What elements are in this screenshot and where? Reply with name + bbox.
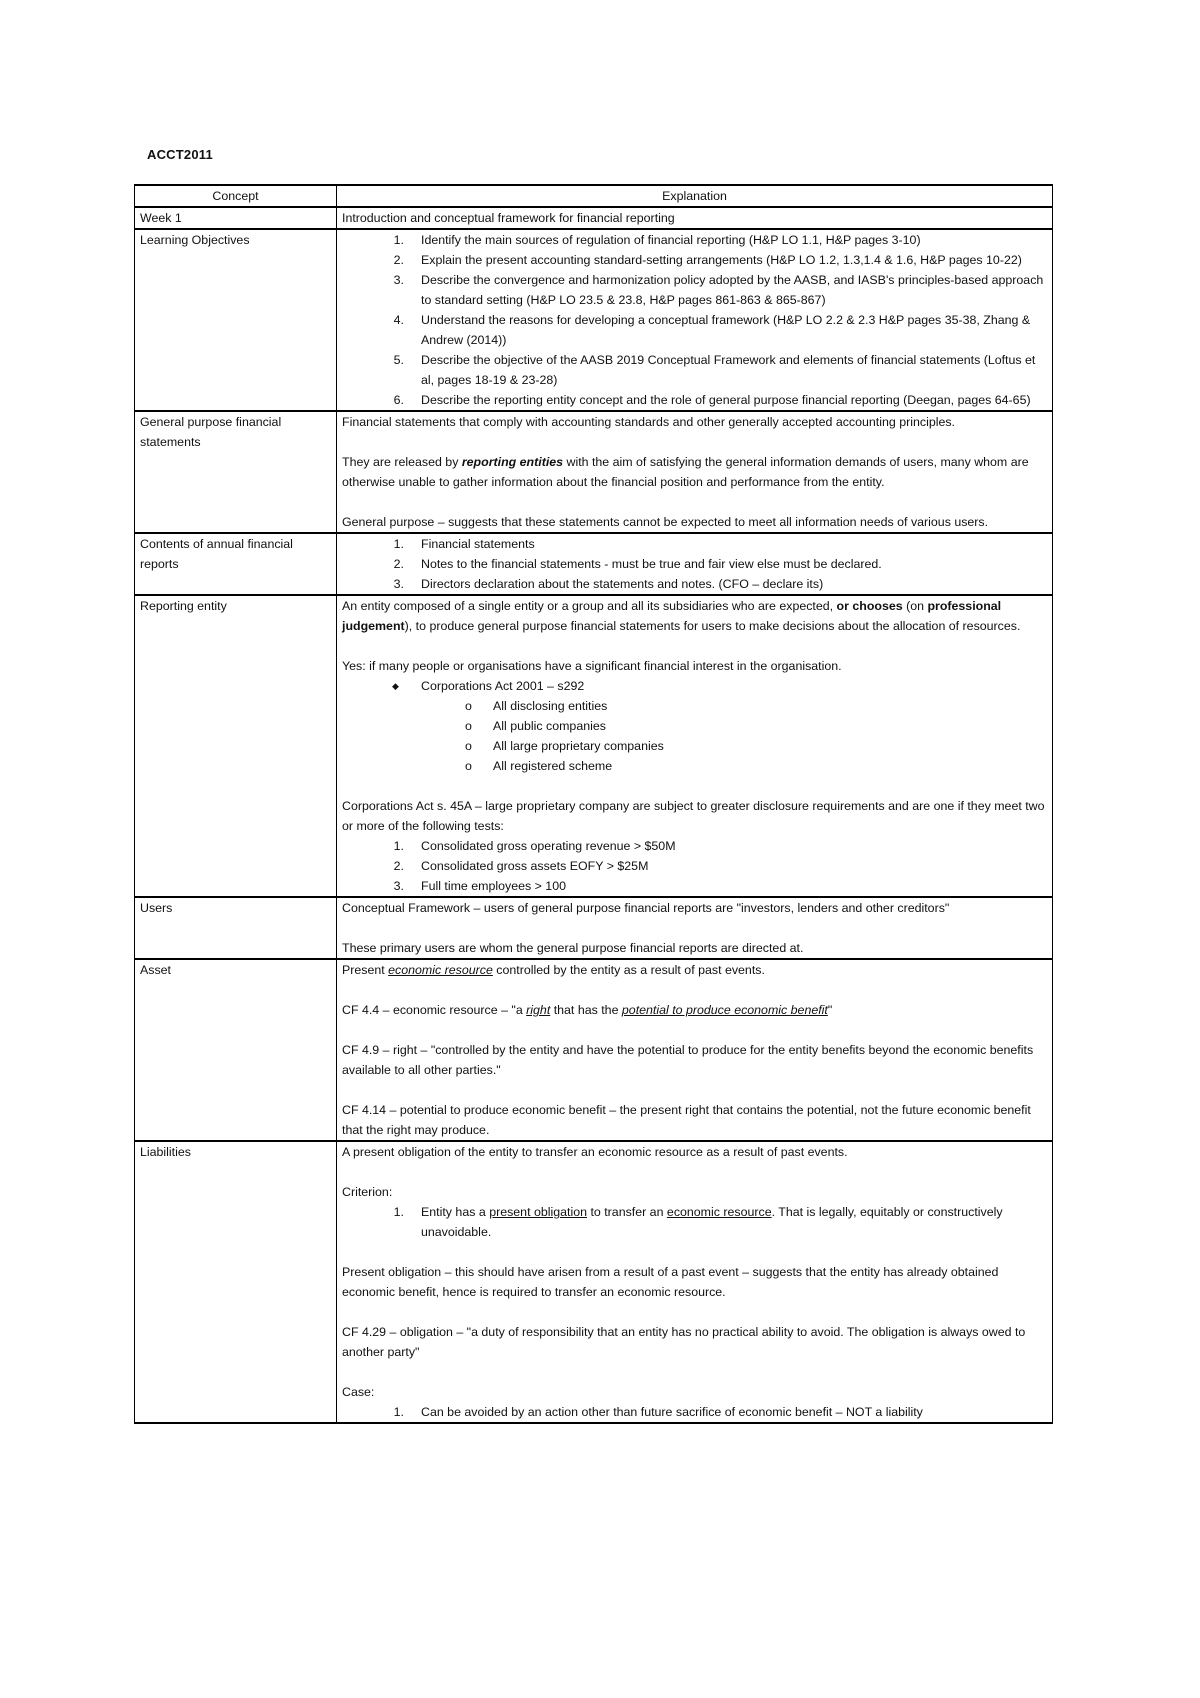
reporting-s45a: Corporations Act s. 45A – large proprietary company are subject to greater disclosure requirements and are one if they meet two or more of the following tests: — [342, 799, 1045, 833]
list-item: 1. Identify the main sources of regulation of financial reporting (H&P LO 1.1, H&P pages 3-10) — [393, 233, 921, 247]
list-item: 5. Describe the objective of the AASB 2019 Conceptual Framework and elements of financial statements (Loftus et al, pages 18-19 & 23-28) — [393, 353, 1036, 387]
gpfs-general-purpose: General purpose – suggests that these statements cannot be expected to meet all information needs of various users. — [342, 515, 989, 529]
list-item: 2. Consolidated gross assets EOFY > $25M — [393, 859, 649, 873]
table-row — [135, 229, 1053, 411]
reporting-sub-bullets — [342, 696, 1047, 776]
explanation-learning-objectives — [337, 229, 1053, 411]
list-item: 3. Directors declaration about the statements and notes. (CFO – declare its) — [393, 577, 824, 591]
asset-cf-4-9: CF 4.9 – right – "controlled by the entity and have the potential to produce for the entity benefits beyond the economic benefits available to all other parties." — [342, 1043, 1034, 1077]
tests-list — [342, 836, 1047, 896]
list-item: 4. Understand the reasons for developing a conceptual framework (H&P LO 2.2 & 2.3 H&P pages 35-38, Zhang & Andrew (2014)) — [393, 313, 1031, 347]
concept-learning-objectives: Learning Objectives — [135, 229, 337, 411]
list-item: 6. Describe the reporting entity concept and the role of general purpose financial reporting (Deegan, pages 64-65) — [393, 393, 1031, 407]
table-row — [135, 411, 1053, 533]
explanation-asset — [337, 959, 1053, 1141]
list-item: 1. Can be avoided by an action other than future sacrifice of economic benefit – NOT a liability — [393, 1405, 923, 1419]
concept-users: Users — [135, 897, 337, 959]
concept-gpfs: General purpose financial statements — [135, 411, 337, 533]
list-item: ◆ Corporations Act 2001 – s292 — [392, 679, 585, 693]
explanation-week: Introduction and conceptual framework for financial reporting — [337, 207, 1053, 229]
table-row — [135, 533, 1053, 595]
asset-definition: Present economic resource controlled by the entity as a result of past events. — [342, 963, 765, 977]
table-row — [135, 959, 1053, 1141]
users-primary: These primary users are whom the general purpose financial reports are directed at. — [342, 941, 804, 955]
page-title: ACCT2011 — [147, 147, 213, 162]
criterion-list — [342, 1202, 1047, 1242]
gpfs-release: They are released by reporting entities with the aim of satisfying the general information demands of users, many whom are otherwise unable to gather information about the financial position and performance from the entity. — [342, 455, 1029, 489]
concept-table — [134, 184, 1053, 1424]
reporting-yes: Yes: if many people or organisations have a significant financial interest in the organisation. — [342, 659, 842, 673]
list-item: 2. Explain the present accounting standard-setting arrangements (H&P LO 1.2, 1.3,1.4 & 1.6, H&P pages 10-22) — [393, 253, 1022, 267]
list-item: 1. Consolidated gross operating revenue > $50M — [393, 839, 676, 853]
list-item: 3. Full time employees > 100 — [393, 879, 566, 893]
concept-reporting-entity: Reporting entity — [135, 595, 337, 897]
concept-week: Week 1 — [135, 207, 337, 229]
users-definition: Conceptual Framework – users of general purpose financial reports are "investors, lenders and other creditors" — [342, 901, 950, 915]
explanation-reporting-entity — [337, 595, 1053, 897]
reporting-bullets — [342, 676, 1047, 696]
list-item: o All disclosing entities — [465, 699, 608, 713]
case-list — [342, 1402, 1047, 1422]
liabilities-present-obligation: Present obligation – this should have arisen from a result of a past event – suggests that the entity has already obtained economic benefit, hence is required to transfer an economic resource. — [342, 1265, 999, 1299]
asset-cf-4-14: CF 4.14 – potential to produce economic benefit – the present right that contains the potential, not the future economic benefit that the right may produce. — [342, 1103, 1031, 1137]
gpfs-definition: Financial statements that comply with accounting standards and other generally accepted accounting principles. — [342, 415, 955, 429]
header-explanation: Explanation — [337, 185, 1053, 207]
table-row — [135, 207, 1053, 229]
header-concept: Concept — [135, 185, 337, 207]
explanation-gpfs — [337, 411, 1053, 533]
explanation-users — [337, 897, 1053, 959]
liabilities-definition: A present obligation of the entity to transfer an economic resource as a result of past events. — [342, 1145, 848, 1159]
concept-liabilities: Liabilities — [135, 1141, 337, 1423]
table-row — [135, 595, 1053, 897]
table-row — [135, 897, 1053, 959]
explanation-contents — [337, 533, 1053, 595]
contents-list — [342, 534, 1047, 594]
liabilities-criterion-label: Criterion: — [342, 1185, 393, 1199]
list-item: 1. Financial statements — [393, 537, 535, 551]
list-item: o All public companies — [465, 719, 606, 733]
asset-cf-4-4: CF 4.4 – economic resource – "a right that has the potential to produce economic benefit" — [342, 1003, 833, 1017]
liabilities-case-label: Case: — [342, 1385, 375, 1399]
table-header-row — [135, 185, 1053, 207]
objectives-list — [342, 230, 1047, 410]
concept-asset: Asset — [135, 959, 337, 1141]
list-item: o All large proprietary companies — [465, 739, 664, 753]
list-item: 2. Notes to the financial statements - must be true and fair view else must be declared. — [393, 557, 882, 571]
list-item: o All registered scheme — [465, 759, 613, 773]
explanation-liabilities — [337, 1141, 1053, 1423]
reporting-definition: An entity composed of a single entity or a group and all its subsidiaries who are expected, or chooses (on professional judgement), to produce general purpose financial statements for users to make decisions about the allocation of resources. — [342, 599, 1021, 633]
table-row — [135, 1141, 1053, 1423]
list-item: 1. Entity has a present obligation to transfer an economic resource. That is legally, equitably or constructively unavoidable. — [393, 1205, 1003, 1239]
liabilities-cf-4-29: CF 4.29 – obligation – "a duty of responsibility that an entity has no practical ability to avoid. The obligation is always owed to another party" — [342, 1325, 1026, 1359]
concept-contents: Contents of annual financial reports — [135, 533, 337, 595]
list-item: 3. Describe the convergence and harmonization policy adopted by the AASB, and IASB's principles-based approach to standard setting (H&P LO 23.5 & 23.8, H&P pages 861-863 & 865-867) — [393, 273, 1044, 307]
